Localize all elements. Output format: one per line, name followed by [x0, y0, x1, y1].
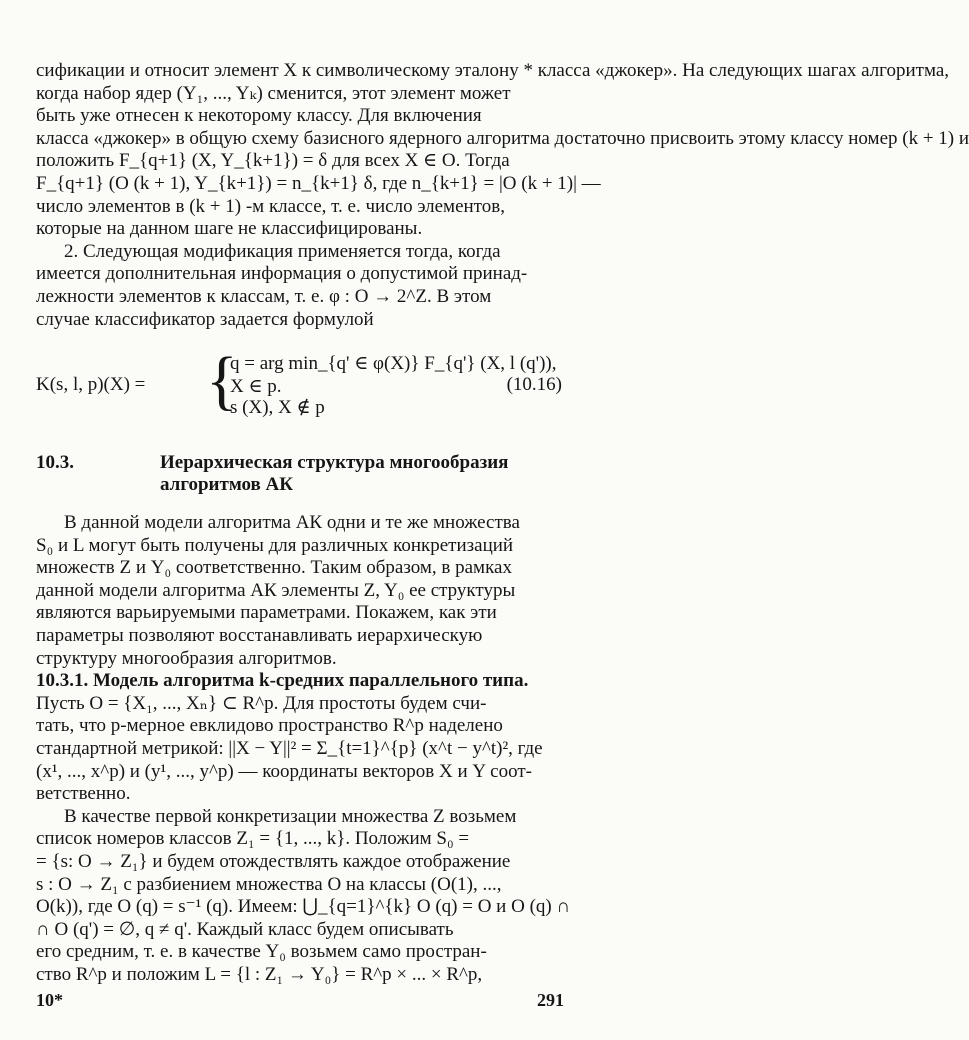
- paragraph-continuation: [36, 60, 969, 331]
- text-line: случае классификатор задается формулой: [36, 308, 374, 330]
- text-line: когда набор ядер (Y₁, ..., Yₖ) сменится, этот элемент может: [36, 82, 511, 104]
- equation-number: (10.16): [506, 374, 562, 395]
- section-body: [36, 512, 571, 986]
- text-line: список номеров классов Z₁ = {1, ..., k}. Положим S₀ =: [36, 828, 470, 850]
- text-line: (x¹, ..., x^p) и (y¹, ..., y^p) — координаты векторов X и Y соот-: [36, 760, 532, 782]
- text-line: которые на данном шаге не классифицированы.: [36, 218, 423, 240]
- text-line: O(k)), где O (q) = s⁻¹ (q). Имеем: ⋃_{q=1}^{k} O (q) = O и O (q) ∩: [36, 896, 571, 918]
- text-line: множеств Z и Y₀ соответственно. Таким образом, в рамках: [36, 557, 512, 579]
- text-line: положить F_{q+1} (X, Y_{k+1}) = δ для всех X ∈ O. Тогда: [36, 150, 510, 172]
- text-line: его средним, т. е. в качестве Y₀ возьмем само простран-: [36, 941, 487, 963]
- text-line: лежности элементов к классам, т. е. φ : O → 2^Z. В этом: [36, 285, 492, 307]
- section-title-line: Иерархическая структура многообразия: [160, 452, 509, 473]
- text-line: В данной модели алгоритма АК одни и те же множества: [64, 512, 520, 533]
- section-title-line: алгоритмов АК: [160, 474, 294, 495]
- text-line: быть уже отнесен к некоторому классу. Для включения: [36, 105, 482, 127]
- text-line: структуру многообразия алгоритмов.: [36, 647, 337, 669]
- section-title: [160, 452, 560, 496]
- text-line: Пусть O = {X₁, ..., Xₙ} ⊂ R^p. Для простоты будем счи-: [36, 692, 487, 714]
- formula-case-1: q = arg min_{q' ∈ φ(X)} F_{q'} (X, l (q')), X ∈ p.: [230, 353, 557, 397]
- text-line: 2. Следующая модификация применяется тогда, когда: [64, 240, 501, 262]
- text-line: ство R^p и положим L = {l : Z₁ → Y₀} = R^p × ... × R^p,: [36, 963, 483, 985]
- text-line: = {s: O → Z₁} и будем отождествлять каждое отображение: [36, 850, 511, 872]
- text-line: ∩ O (q') = ∅, q ≠ q'. Каждый класс будем описывать: [36, 918, 454, 940]
- text-line: тать, что p-мерное евклидово пространство R^p наделено: [36, 715, 503, 737]
- signature-mark: 10*: [36, 990, 63, 1010]
- text-line: S₀ и L могут быть получены для различных конкретизаций: [36, 534, 514, 556]
- subsection-heading-line: 10.3.1. Модель алгоритма k-средних параллельного типа.: [36, 670, 529, 692]
- text-line: число элементов в (k + 1) -м классе, т. е. число элементов,: [36, 195, 505, 217]
- text-line: являются варьируемыми параметрами. Покажем, как эти: [36, 602, 497, 624]
- formula-brace: {: [206, 344, 238, 417]
- formula-10-16: [36, 344, 564, 424]
- text-line: s : O → Z₁ с разбиением множества O на классы (O(1), ...,: [36, 873, 502, 895]
- section-number: 10.3.: [36, 452, 74, 473]
- text-line: сификации и относит элемент X к символическому эталону * класса «джокер». На следующих шагах алгоритма,: [36, 60, 950, 81]
- text-line: стандартной метрикой: ||X − Y||² = Σ_{t=1}^{p} (x^t − y^t)², где: [36, 737, 543, 759]
- formula-case-2: s (X), X ∉ p: [230, 397, 325, 418]
- text-line: данной модели алгоритма АК элементы Z, Y₀ ее структуры: [36, 579, 516, 601]
- text-line: имеется дополнительная информация о допустимой принад-: [36, 263, 528, 285]
- text-line: ветственно.: [36, 783, 131, 805]
- formula-lhs: K(s, l, p)(X) =: [36, 374, 146, 395]
- text-line: F_{q+1} (O (k + 1), Y_{k+1}) = n_{k+1} δ, где n_{k+1} = |O (k + 1)| —: [36, 172, 601, 194]
- page-number: 291: [537, 990, 564, 1010]
- text-line: класса «джокер» в общую схему базисного ядерного алгоритма достаточно присвоить этому классу номер (k + 1) и: [36, 127, 969, 149]
- text-line: В качестве первой конкретизации множества Z возьмем: [64, 805, 517, 827]
- text-line: параметры позволяют восстанавливать иерархическую: [36, 624, 483, 646]
